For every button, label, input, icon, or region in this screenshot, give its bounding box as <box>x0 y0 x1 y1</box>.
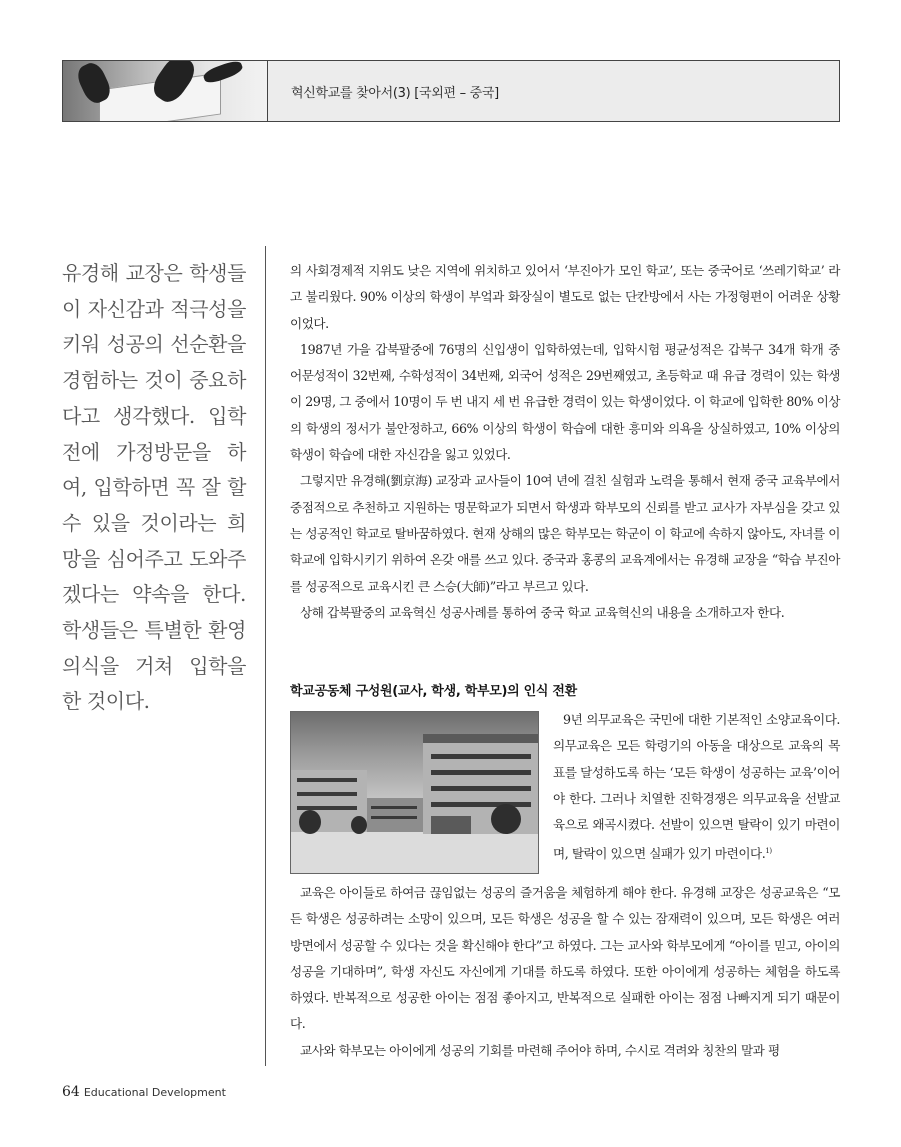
section-title: 혁신학교를 찾아서(3) [국외편 – 중국] <box>291 86 499 101</box>
page-number: 64 <box>62 1084 80 1100</box>
photo-gate <box>431 816 471 834</box>
publication-name: Educational Development <box>83 1086 226 1099</box>
body-text-lower <box>290 880 840 1064</box>
photo-window-row <box>297 778 357 782</box>
paragraph: 상해 갑북팔중의 교육혁신 성공사례를 통하여 중국 학교 교육혁신의 내용을 소개하고자 한다. <box>300 604 785 620</box>
photo-window-row <box>297 792 357 796</box>
banner-divider <box>267 61 268 121</box>
paragraph-text: 9년 의무교육은 국민에 대한 기본적인 소양교육이다. 의무교육은 모든 학령기의 아동을 대상으로 교육의 목표를 달성하도록 하는 ‘모든 학생이 성공하는 교육’이어야 한다. 그러나 치열한 진학경쟁은 의무교육을 선발교육으로 왜곡시켰다. 선발이 있으면 탈락이 있기 마련이며, 탈락이 있으면 실패가 있기 마련이다. <box>553 712 840 862</box>
footnote-mark: 1) <box>765 847 772 856</box>
runner-silhouette <box>202 61 244 85</box>
paragraph <box>553 707 840 868</box>
paragraph: 그렇지만 유경해(劉京海) 교장과 교사들이 10여 년에 걸친 실험과 노력을 통해서 현재 중국 교육부에서 중점적으로 추천하고 지원하는 명문학교가 되면서 학생과 학부모의 신뢰를 받고 교사가 자부심을 갖고 있는 성공적인 학교로 탈바꿈하였다. 현재 상해의 많은 학부모는 학군이 이 학교에 속하지 않아도, 자녀를 이 학교에 입학시키기 위하여 온갖 애를 쓰고 있다. 중국과 홍콩의 교육계에서는 유경해 교장을 “학습 부진아를 성공적으로 교육시킨 큰 스승(大師)”라고 부르고 있다. <box>290 473 840 594</box>
banner-photo <box>63 61 267 121</box>
photo-window-row <box>431 770 531 775</box>
paragraph: 교육은 아이들로 하여금 끊임없는 성공의 즐거움을 체험하게 해야 한다. 유경해 교장은 성공교육은 “모든 학생은 성공하려는 소망이 있으며, 모든 학생은 성공을 할 수 있는 잠재력이 있으며, 모든 학생은 여러 방면에서 성공할 수 있다는 것을 확신해야 한다”고 하였다. 그는 교사와 학부모에게 “아이를 믿고, 아이의 성공을 기대하며”, 학생 자신도 자신에게 기대를 하도록 하였다. 또한 아이에게 성공하는 체험을 하도록 하였다. 반복적으로 성공한 아이는 점점 좋아지고, 반복적으로 실패한 아이는 점점 나빠지게 되기 때문이다. <box>290 885 840 1032</box>
paragraph: 1987년 가을 갑북팔중에 76명의 신입생이 입학하였는데, 입학시험 평균성적은 갑북구 34개 학개 중 어문성적이 32번째, 수학성적이 34번째, 외국어 성적은 29번째였고, 초등학교 때 유급 경력이 있는 학생이 29명, 그 중에서 10명이 두 번 내지 세 번 유급한 경력이 있는 학생이었다. 이 학교에 입학한 80% 이상의 학생의 정서가 불안정하고, 66% 이상의 학생이 학습에 대한 흥미와 의욕을 상실하였고, 10% 이상의 학생이 학습에 대한 자신감을 잃고 있었다. <box>290 341 840 463</box>
photo-window-row <box>431 786 531 791</box>
page-footer <box>62 1084 226 1100</box>
photo-window-row <box>297 806 357 810</box>
school-building-photo <box>290 711 539 874</box>
body-text-upper <box>290 258 840 626</box>
paragraph: 교사와 학부모는 아이에게 성공의 기회를 마련해 주어야 하며, 수시로 격려와 칭찬의 말과 평 <box>300 1042 780 1058</box>
photo-window-row <box>431 754 531 759</box>
photo-tree <box>491 804 521 834</box>
photo-window-row <box>371 816 417 819</box>
paragraph: 의 사회경제적 지위도 낮은 지역에 위치하고 있어서 ‘부진아가 모인 학교’, 또는 중국어로 ‘쓰레기학교’ 라고 불리웠다. 90% 이상의 학생이 부엌과 화장실이 별도로 없는 단칸방에서 사는 가정형편이 어려운 상황이었다. <box>290 263 840 331</box>
photo-building <box>367 798 423 832</box>
photo-window-row <box>431 802 531 807</box>
photo-tree <box>351 816 367 834</box>
photo-window-row <box>371 806 417 809</box>
column-rule <box>265 246 266 1066</box>
pull-quote: 유경해 교장은 학생들이 자신감과 적극성을 키워 성공의 선순환을 경험하는 것이 중요하다고 생각했다. 입학 전에 가정방문을 하여, 입학하면 꼭 잘 할 수 있을 것이라는 희망을 심어주고 도와주겠다는 약속을 한다. 학생들은 특별한 환영 의식을 거쳐 입학을 한 것이다. <box>62 261 246 714</box>
header-banner <box>62 60 840 122</box>
wrap-text <box>553 707 840 868</box>
photo-ground <box>291 830 538 874</box>
photo-tree <box>299 810 321 834</box>
photo-roof <box>423 734 539 743</box>
section-heading: 학교공동체 구성원(교사, 학생, 학부모)의 인식 전환 <box>290 684 577 699</box>
